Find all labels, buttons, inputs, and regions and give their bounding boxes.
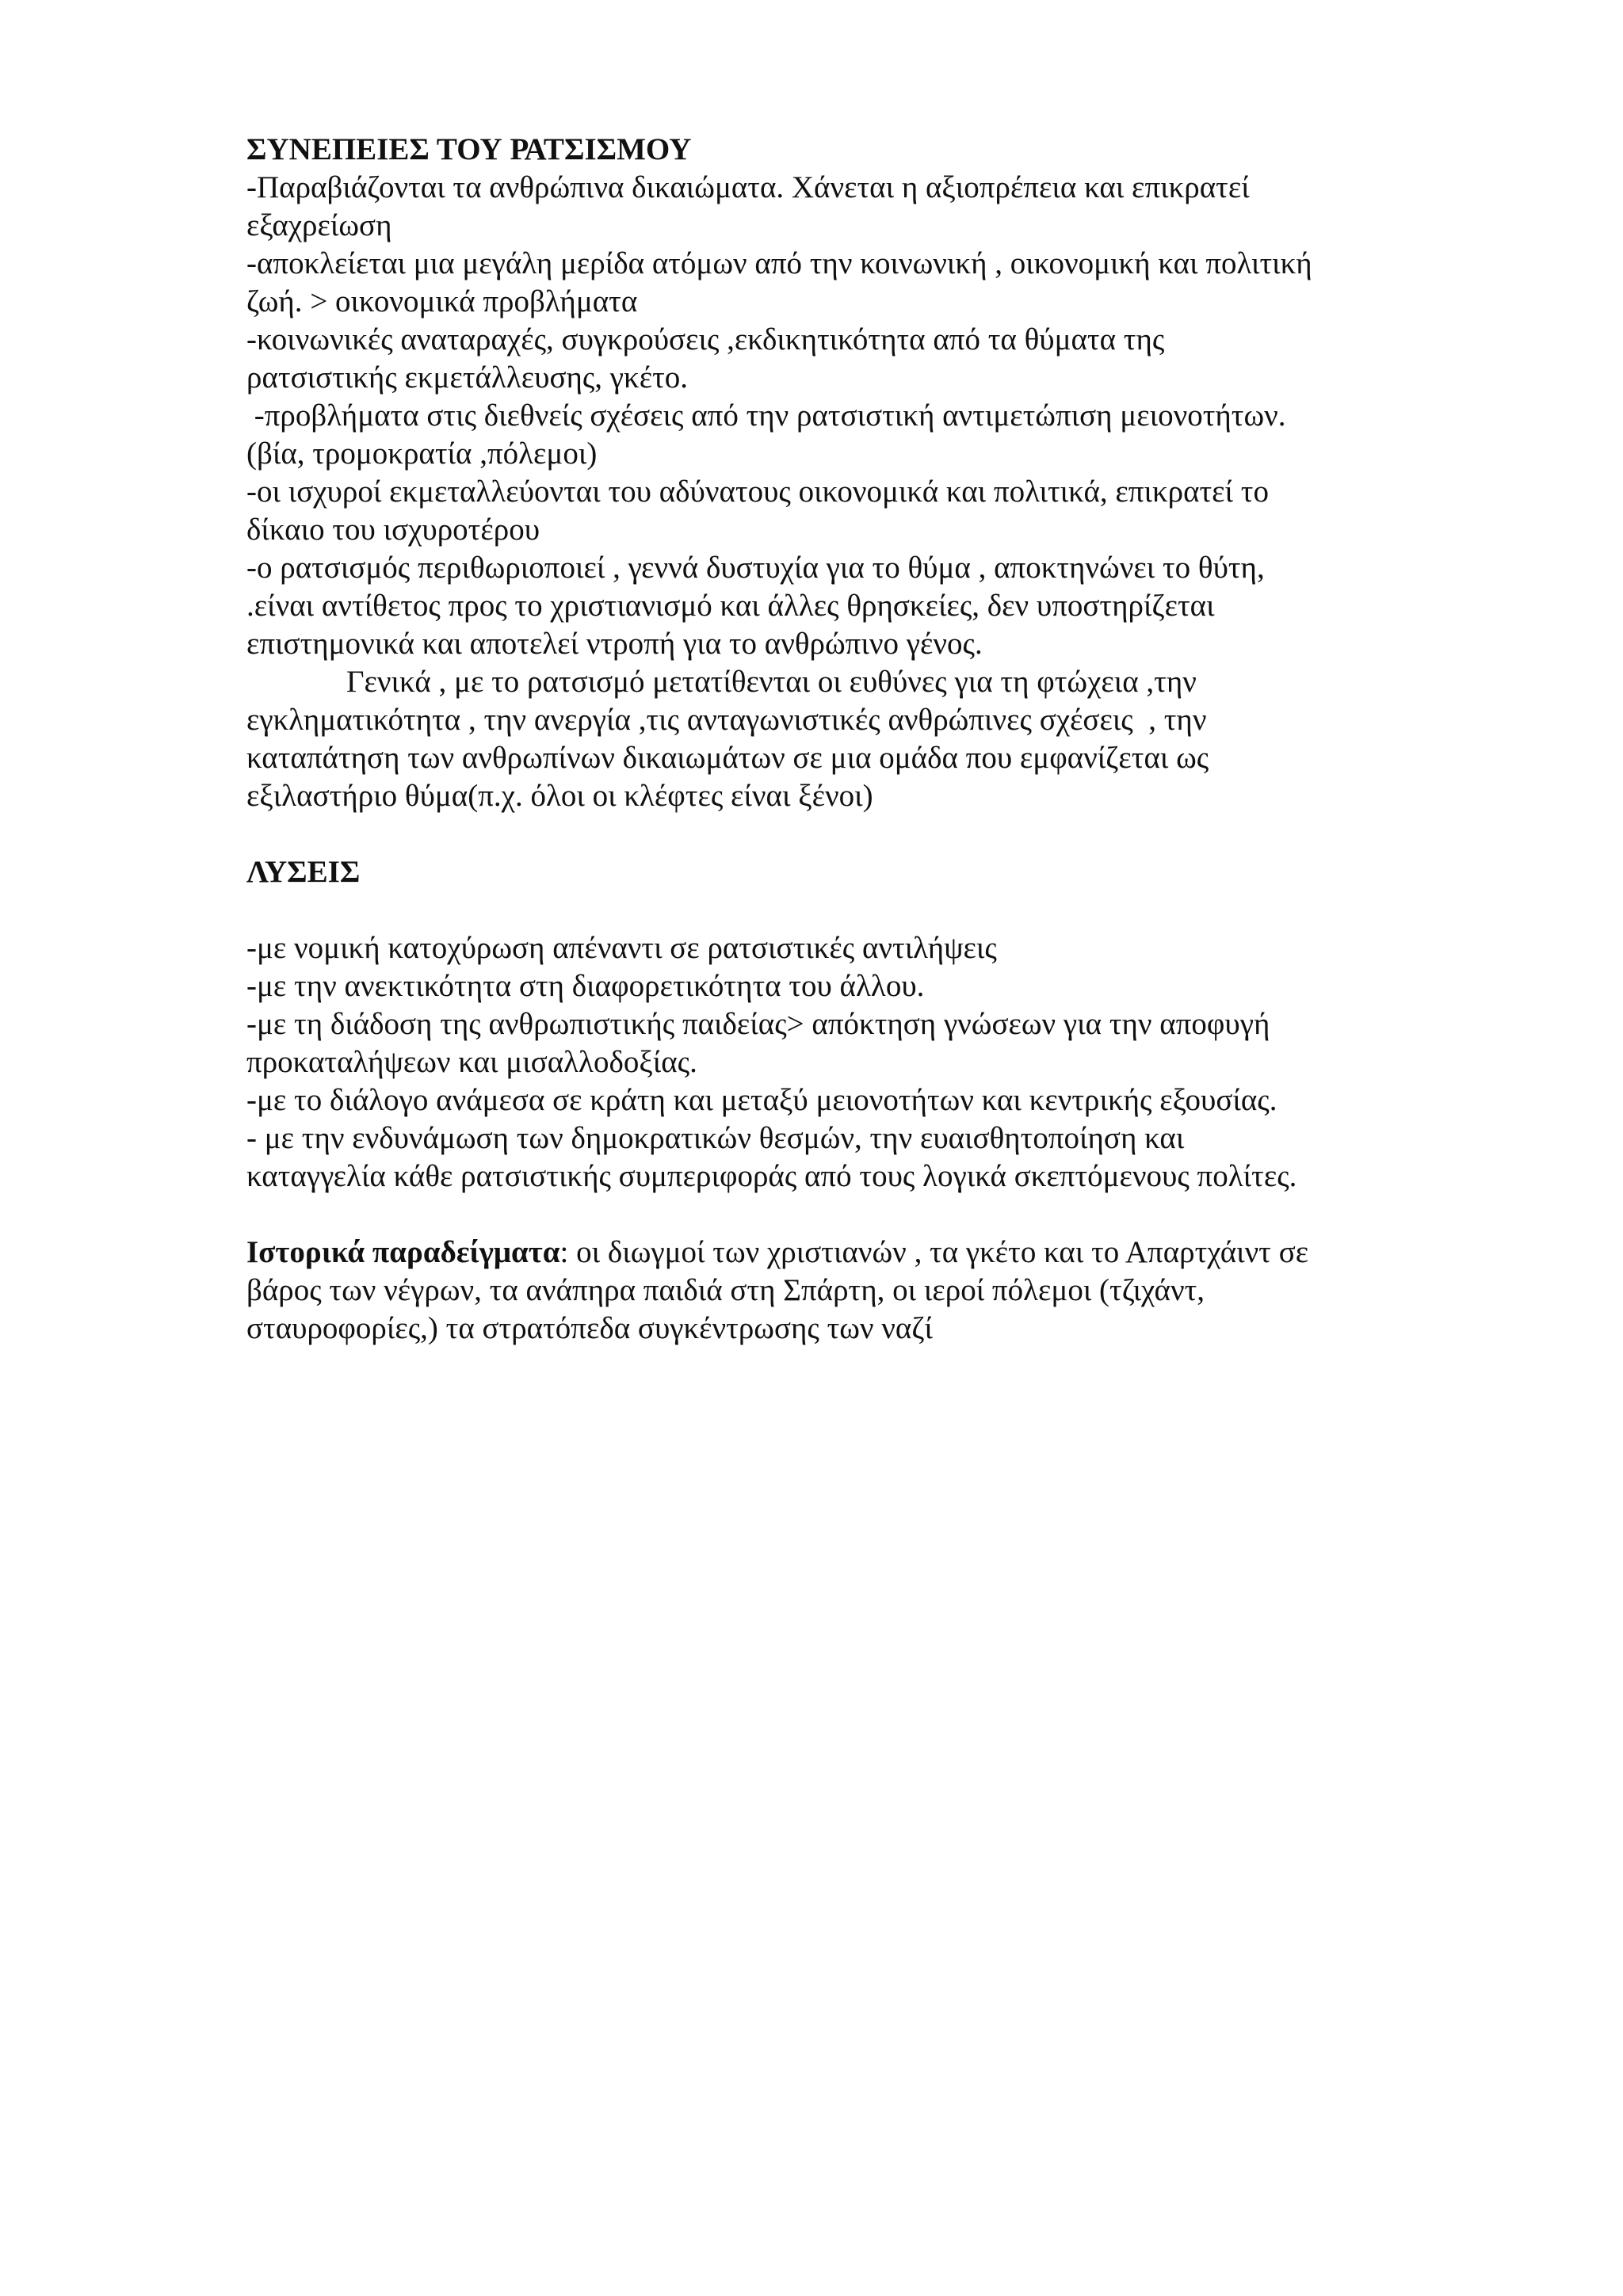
text-line: ρατσιστικής εκμετάλλευσης, γκέτο. xyxy=(246,360,688,395)
text-line: σταυροφορίες,) τα στρατόπεδα συγκέντρωσης των ναζί xyxy=(246,1311,933,1345)
text-line: -με το διάλογο ανάμεσα σε κράτη και μεταξύ μειονοτήτων και κεντρικής εξουσίας. xyxy=(246,1083,1277,1117)
spacer xyxy=(246,891,1396,929)
spacer xyxy=(246,1196,1396,1234)
document-body xyxy=(246,131,1396,1348)
text-line: βάρος των νέγρων, τα ανάπηρα παιδιά στη Σπάρτη, οι ιεροί πόλεμοι (τζιχάντ, xyxy=(246,1273,1205,1307)
text-line: προκαταλήψεων και μισαλλοδοξίας. xyxy=(246,1045,697,1079)
spacer xyxy=(246,815,1396,853)
paragraph-line: καταπάτηση των ανθρωπίνων δικαιωμάτων σε μια ομάδα που εμφανίζεται ως xyxy=(246,741,1209,775)
text-line: -οι ισχυροί εκμεταλλεύονται του αδύνατους οικονομικά και πολιτικά, επικρατεί το xyxy=(246,475,1269,509)
paragraph-line: εγκληματικότητα , την ανεργία ,τις ανταγωνιστικές ανθρώπινες σχέσεις , την xyxy=(246,703,1207,737)
text-line: καταγγελία κάθε ρατσιστικής συμπεριφοράς από τους λογικά σκεπτόμενους πολίτες. xyxy=(246,1159,1297,1193)
text-line: (βία, τρομοκρατία ,πόλεμοι) xyxy=(246,437,598,471)
text-line: εξαχρείωση xyxy=(246,208,392,242)
historical-examples-line xyxy=(246,1234,1396,1272)
heading-solutions: ΛΥΣΕΙΣ xyxy=(246,855,361,889)
text-line: -προβλήματα στις διεθνείς σχέσεις από την ρατσιστική αντιμετώπιση μειονοτήτων. xyxy=(246,399,1286,433)
text-line: -κοινωνικές αναταραχές, συγκρούσεις ,εκδικητικότητα από τα θύματα της xyxy=(246,322,1165,357)
text-line: δίκαιο του ισχυροτέρου xyxy=(246,513,540,547)
text-line: -με την ανεκτικότητα στη διαφορετικότητα του άλλου. xyxy=(246,969,925,1003)
text-line: επιστημονικά και αποτελεί ντροπή για το ανθρώπινο γένος. xyxy=(246,627,983,661)
historical-examples-label: Ιστορικά παραδείγματα xyxy=(246,1235,560,1269)
text-line: -αποκλείεται μια μεγάλη μερίδα ατόμων από την κοινωνική , οικονομική και πολιτική xyxy=(246,246,1312,280)
historical-examples-text: : οι διωγμοί των χριστιανών , τα γκέτο και το Απαρτχάιντ σε xyxy=(559,1235,1309,1269)
text-line: -με τη διάδοση της ανθρωπιστικής παιδείας> απόκτηση γνώσεων για την αποφυγή xyxy=(246,1007,1270,1041)
paragraph-line: εξιλαστήριο θύμα(π.χ. όλοι οι κλέφτες είναι ξένοι) xyxy=(246,779,873,813)
text-line: -με νομική κατοχύρωση απέναντι σε ρατσιστικές αντιλήψεις xyxy=(246,931,997,965)
text-line: -ο ρατσισμός περιθωριοποιεί , γεννά δυστυχία για το θύμα , αποκτηνώνει το θύτη, xyxy=(246,551,1265,585)
heading-consequences: ΣΥΝΕΠΕΙΕΣ ΤΟΥ ΡΑΤΣΙΣΜΟΥ xyxy=(246,132,692,166)
text-line: - με την ενδυνάμωση των δημοκρατικών θεσμών, την ευαισθητοποίηση και xyxy=(246,1121,1185,1155)
paragraph-line: Γενικά , με το ρατσισμό μετατίθενται οι ευθύνες για τη φτώχεια ,την xyxy=(346,665,1197,699)
text-line: .είναι αντίθετος προς το χριστιανισμό και άλλες θρησκείες, δεν υποστηρίζεται xyxy=(246,589,1215,623)
text-line: -Παραβιάζονται τα ανθρώπινα δικαιώματα. Χάνεται η αξιοπρέπεια και επικρατεί xyxy=(246,170,1250,204)
text-line: ζωή. > οικονομικά προβλήματα xyxy=(246,284,638,318)
